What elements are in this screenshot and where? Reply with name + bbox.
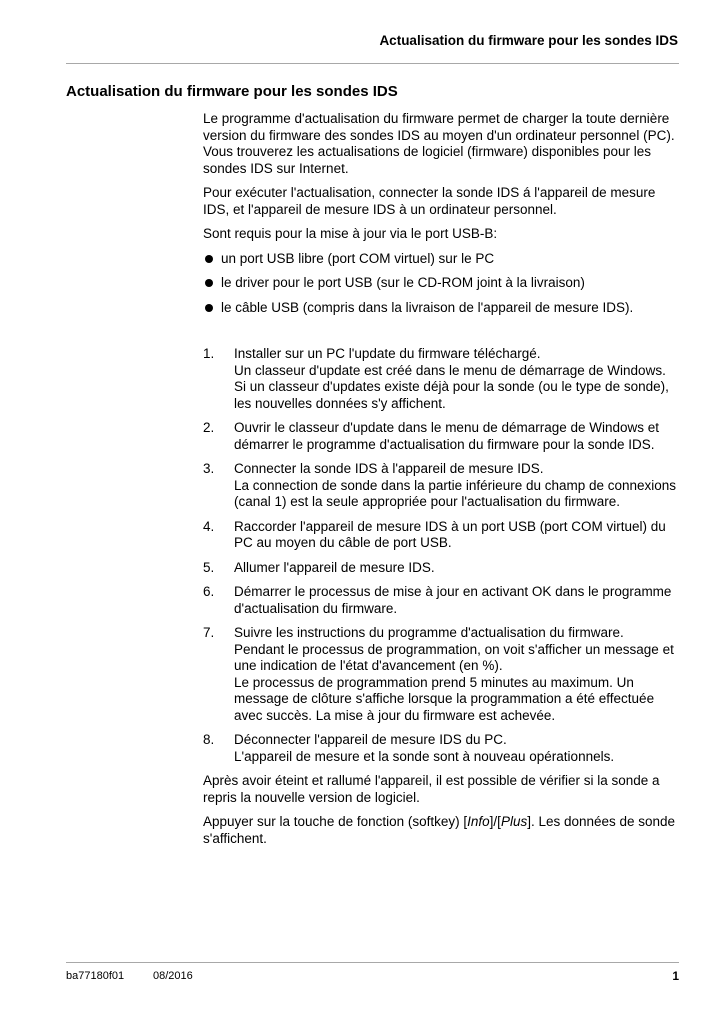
section-title: Actualisation du firmware pour les sondes IDS bbox=[66, 83, 398, 100]
running-header: Actualisation du firmware pour les sondes IDS bbox=[379, 33, 678, 48]
step-number: 2. bbox=[203, 420, 215, 435]
step-number: 5. bbox=[203, 559, 215, 575]
steps-list bbox=[203, 346, 679, 765]
step-item: 3. Connecter la sonde IDS à l'appareil de mesure IDS. La connection de sonde dans la partie inférieure du champ de connexions (canal 1) est la seule appropriée pour l'actualisation du firmware. bbox=[203, 461, 677, 509]
step-item: 8. Déconnecter l'appareil de mesure IDS du PC. L'appareil de mesure et la sonde sont à nouveau opérationnels. bbox=[203, 732, 615, 764]
softkey-info: Info bbox=[467, 814, 490, 829]
step-number: 6. bbox=[203, 584, 215, 599]
list-item: le câble USB (compris dans la livraison de l'appareil de mesure IDS). bbox=[203, 300, 679, 317]
step-number: 8. bbox=[203, 732, 215, 747]
footer-date: 08/2016 bbox=[153, 970, 193, 982]
footer-divider bbox=[66, 962, 679, 963]
footer-doc-code: ba77180f01 bbox=[66, 970, 125, 982]
header-divider bbox=[66, 63, 679, 64]
requirements-list bbox=[203, 251, 679, 317]
body-text bbox=[203, 111, 679, 855]
bullet-icon bbox=[205, 279, 213, 287]
connect-paragraph: Pour exécuter l'actualisation, connecter la sonde IDS á l'appareil de mesure IDS, et l'appareil de mesure IDS à un ordinateur personnel. bbox=[203, 185, 656, 217]
step-item: 1. Installer sur un PC l'update du firmware téléchargé. Un classeur d'update est créé dans le menu de démarrage de Windows. Si un classeur d'updates existe déjà pour la sonde (ou le type de sonde), les nouvelles données s'y affichent. bbox=[203, 346, 669, 411]
page-number: 1 bbox=[672, 969, 679, 983]
step-item: 2. Ouvrir le classeur d'update dans le menu de démarrage de Windows et démarrer le programme d'actualisation du firmware pour la sonde IDS. bbox=[203, 420, 660, 452]
intro-paragraph: Le programme d'actualisation du firmware permet de charger la toute dernière version du firmware des sondes IDS au moyen d'un ordinateur personnel (PC). Vous trouverez les actualisations de logiciel (firmware) disponibles pour les sondes IDS sur Internet. bbox=[203, 111, 675, 176]
softkey-plus: Plus bbox=[500, 814, 528, 829]
bullet-icon bbox=[205, 255, 213, 263]
requirements-intro: Sont requis pour la mise à jour via le port USB-B: bbox=[203, 226, 498, 241]
verify-paragraph: Après avoir éteint et rallumé l'appareil, il est possible de vérifier si la sonde a repris la nouvelle version de logiciel. bbox=[203, 773, 660, 805]
list-item: un port USB libre (port COM virtuel) sur le PC bbox=[203, 251, 679, 268]
step-item: 6. Démarrer le processus de mise à jour en activant OK dans le programme d'actualisation du firmware. bbox=[203, 584, 672, 616]
step-number: 3. bbox=[203, 461, 215, 476]
step-number: 1. bbox=[203, 346, 215, 361]
step-number: 4. bbox=[203, 518, 215, 534]
list-item: le driver pour le port USB (sur le CD-ROM joint à la livraison) bbox=[203, 275, 679, 292]
step-number: 7. bbox=[203, 625, 215, 640]
step-item: 5. Allumer l'appareil de mesure IDS. bbox=[203, 559, 435, 575]
step-item: 4. Raccorder l'appareil de mesure IDS à un port USB (port COM virtuel) du PC au moyen du câble de port USB. bbox=[203, 518, 666, 550]
step-item: 7. Suivre les instructions du programme d'actualisation du firmware. Pendant le processus de programmation, on voit s'afficher un message et une indication de l'état d'avancement (en %). Le processus de programmation prend 5 minutes au maximum. Un message de clôture s'affiche lorsque la programmation a été effectuée avec succès. La mise à jour du firmware est achevée. bbox=[203, 625, 674, 723]
softkey-paragraph: Appuyer sur la touche de fonction (softkey) [Info]/[Plus]. Les données de sonde s'affichent. bbox=[203, 814, 676, 846]
bullet-icon bbox=[205, 304, 213, 312]
